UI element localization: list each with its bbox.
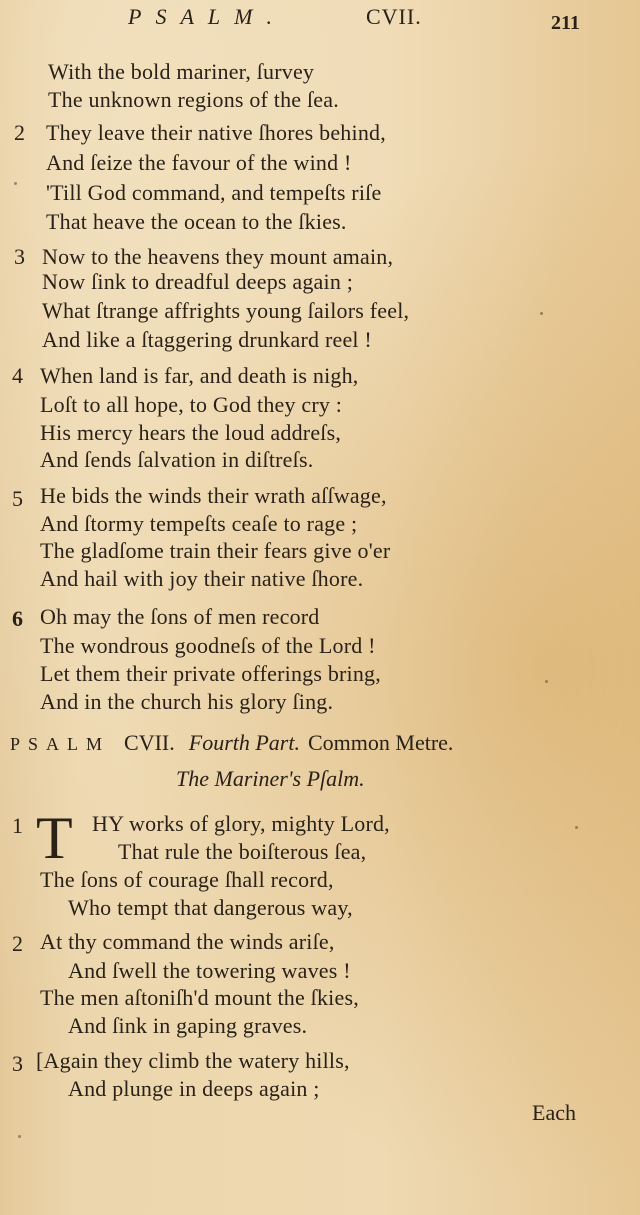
stanza-number: 2 <box>14 120 25 145</box>
verse-line: That rule the boiſterous ſea, <box>118 839 367 864</box>
verse-line: They leave their native ſhores behind, <box>46 120 386 145</box>
verse-line: When land is far, and death is nigh, <box>40 363 359 388</box>
verse-line: Now to the heavens they mount amain, <box>42 244 394 269</box>
paper-speck <box>545 680 548 683</box>
catchword: Each <box>532 1100 576 1125</box>
stanza-number: 6 <box>12 606 23 631</box>
verse-line: Oh may the ſons of men record <box>40 604 320 629</box>
verse-line: He bids the winds their wrath aſſwage, <box>40 483 387 508</box>
stanza-number: 5 <box>12 486 23 511</box>
section-subtitle: The Mariner's Pſalm. <box>176 766 365 791</box>
verse-line: What ſtrange affrights young ſailors feel, <box>42 298 410 323</box>
verse-line: And plunge in deeps again ; <box>68 1076 320 1101</box>
verse-line: And like a ſtaggering drunkard reel ! <box>42 327 372 352</box>
verse-line: And ſeize the favour of the wind ! <box>46 150 352 175</box>
stanza-number: 3 <box>14 244 25 269</box>
section-heading-numeral: CVII. <box>124 730 175 755</box>
verse-line: 'Till God command, and tempeſts riſe <box>46 180 382 205</box>
verse-line: And ſink in gaping graves. <box>68 1013 308 1038</box>
verse-line: His mercy hears the loud addreſs, <box>40 420 342 445</box>
verse-line: [Again they climb the watery hills, <box>36 1048 350 1073</box>
stanza-number: 3 <box>12 1051 23 1076</box>
stanza-number: 4 <box>12 363 23 388</box>
paper-speck <box>540 312 543 315</box>
verse-line: And in the church his glory ſing. <box>40 689 334 714</box>
verse-line: And ſends ſalvation in diſtreſs. <box>40 447 314 472</box>
verse-line: Who tempt that dangerous way, <box>68 895 353 920</box>
page-number: 211 <box>551 12 580 34</box>
verse-line: That heave the ocean to the ſkies. <box>46 209 347 234</box>
running-title: PSALM. <box>128 4 286 29</box>
section-heading-metre: Common Metre. <box>307 730 454 755</box>
verse-line: The wondrous goodneſs of the Lord ! <box>40 633 376 658</box>
paper-speck <box>18 1135 21 1138</box>
verse-line: The unknown regions of the ſea. <box>48 87 339 112</box>
section-heading-psalm: PSALM <box>10 734 111 754</box>
drop-cap: T <box>36 805 73 871</box>
header-psalm-numeral: CVII. <box>366 4 422 29</box>
verse-line: With the bold mariner, ſurvey <box>48 59 315 84</box>
paper-speck <box>14 182 17 185</box>
verse-line: HY works of glory, mighty Lord, <box>92 811 390 836</box>
verse-line: Loſt to all hope, to God they cry : <box>40 392 343 417</box>
section-heading <box>10 730 453 756</box>
verse-line: The gladſome train their fears give o'er <box>40 538 391 563</box>
verse-line: And ſtormy tempeſts ceaſe to rage ; <box>40 511 358 536</box>
paper-speck <box>575 826 578 829</box>
section-heading-part: Fourth Part. <box>188 730 300 755</box>
verse-line: And hail with joy their native ſhore. <box>40 566 364 591</box>
stanza-number: 2 <box>12 931 23 956</box>
stanza-number: 1 <box>12 813 23 838</box>
verse-line: The ſons of courage ſhall record, <box>40 867 334 892</box>
verse-line: At thy command the winds ariſe, <box>40 929 335 954</box>
verse-line: Now ſink to dreadful deeps again ; <box>42 269 354 294</box>
verse-line: The men aſtoniſh'd mount the ſkies, <box>40 985 359 1010</box>
verse-line: Let them their private offerings bring, <box>40 661 381 686</box>
verse-line: And ſwell the towering waves ! <box>68 958 351 983</box>
